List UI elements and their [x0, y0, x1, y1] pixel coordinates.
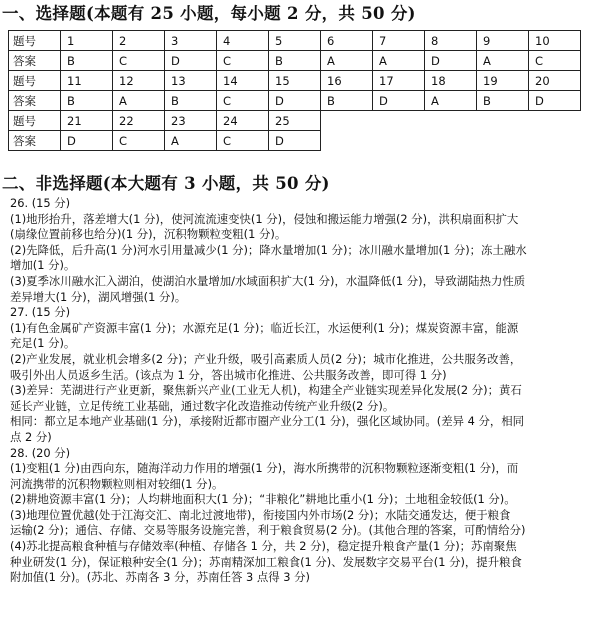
answer-cell: D	[165, 51, 217, 71]
text-line: 吸引外出人员返乡生活。(该点为 1 分，答出城市化推进、公共服务改善，即可得 1 分)	[10, 367, 447, 382]
answer-cell: C	[217, 131, 269, 151]
q26-heading: 26. (15 分)	[10, 196, 71, 210]
text-line: 河流携带的沉积物颗粒则相对较细(1 分)。	[10, 476, 224, 491]
num-cell: 12	[113, 71, 165, 91]
table-row	[9, 91, 581, 111]
num-cell: 25	[269, 111, 321, 131]
answer-cell: B	[321, 91, 373, 111]
text-line: 差异增大(1 分)，湖风增强(1 分)。	[10, 289, 187, 304]
answer-cell: C	[217, 51, 269, 71]
table-row	[9, 71, 581, 91]
num-cell: 11	[61, 71, 113, 91]
text-line: 增加(1 分)。	[10, 258, 76, 273]
text-line: (4)苏北提高粮食种植与存储效率(种植、存储各 1 分，共 2 分)，稳定提升粮食产量(1 分)；苏南聚焦	[10, 539, 517, 554]
answer-cell: C	[529, 51, 581, 71]
num-cell: 18	[425, 71, 477, 91]
table-row	[9, 31, 581, 51]
num-cell: 8	[425, 31, 477, 51]
text-line: 点 2 分)	[10, 429, 52, 444]
answer-cell: A	[373, 51, 425, 71]
num-cell: 9	[477, 31, 529, 51]
text-line: (3)夏季冰川融水汇入湖泊，使湖泊水量增加/水域面积扩大(1 分)，水温降低(1 分)，导致湖陆热力性质	[10, 273, 526, 288]
text-line: 相同：都立足本地产业基础(1 分)，承接附近都市圈产业分工(1 分)，强化区域协同。(差异 4 分，相同	[10, 414, 525, 429]
num-cell: 19	[477, 71, 529, 91]
label-cell: 答案	[9, 51, 61, 71]
answer-cell: B	[269, 51, 321, 71]
label-cell: 答案	[9, 131, 61, 151]
label-cell: 答案	[9, 91, 61, 111]
answer-table	[8, 30, 581, 151]
num-cell: 16	[321, 71, 373, 91]
answer-cell: C	[113, 131, 165, 151]
label-cell: 题号	[9, 71, 61, 91]
label-cell: 题号	[9, 111, 61, 131]
text-line: (1)有色金属矿产资源丰富(1 分)；水源充足(1 分)；临近长江，水运便利(1 分)；煤炭资源丰富，能源	[10, 320, 519, 335]
answer-cell: D	[61, 131, 113, 151]
answer-cell: A	[477, 51, 529, 71]
num-cell: 1	[61, 31, 113, 51]
text-line: (2)先降低，后升高(1 分)河水引用量减少(1 分)；降水量增加(1 分)；冰川融水量增加(1 分)；冻土融水	[10, 242, 527, 257]
num-cell: 14	[217, 71, 269, 91]
num-cell: 10	[529, 31, 581, 51]
num-cell: 2	[113, 31, 165, 51]
answer-cell: A	[165, 131, 217, 151]
num-cell: 20	[529, 71, 581, 91]
empty-cell	[321, 111, 581, 131]
table-row	[9, 131, 581, 151]
text-line: 附加值(1 分)。(苏北、苏南各 3 分，苏南任答 3 点得 3 分)	[10, 570, 310, 585]
answer-cell: A	[113, 91, 165, 111]
text-line: (1)地形抬升，落差增大(1 分)，使河流流速变快(1 分)，侵蚀和搬运能力增强(2 分)，洪积扇面积扩大	[10, 211, 519, 226]
answer-cell: D	[529, 91, 581, 111]
answer-cell: C	[113, 51, 165, 71]
num-cell: 24	[217, 111, 269, 131]
answer-cell: D	[373, 91, 425, 111]
answer-cell: D	[269, 131, 321, 151]
text-line: (1)变粗(1 分)由西向东，随海洋动力作用的增强(1 分)，海水所携带的沉积物颗粒逐渐变粗(1 分)，而	[10, 461, 519, 476]
q27-heading: 27. (15 分)	[10, 305, 71, 320]
answer-cell: B	[165, 91, 217, 111]
text-line: 种业研发(1 分)，保证粮种安全(1 分)；苏南精深加工粮食(1 分)、发展数字交易平台(1 分)，提升粮食	[10, 554, 522, 569]
num-cell: 7	[373, 31, 425, 51]
text-line: (2)耕地资源丰富(1 分)；人均耕地面积大(1 分)；“非粮化”耕地比重小(1 分)；土地租金较低(1 分)。	[10, 492, 516, 507]
text-line: (扇缘位置前移也给分)(1 分)，沉积物颗粒变粗(1 分)。	[10, 227, 287, 242]
section1-title: 一、选择题(本题有 25 小题，每小题 2 分，共 50 分)	[2, 4, 416, 23]
text-line: (3)地理位置优越(处于江海交汇、南北过渡地带)，衔接国内外市场(2 分)；水陆交通发达，便于粮食	[10, 507, 511, 522]
q28-heading: 28. (20 分)	[10, 445, 71, 460]
num-cell: 15	[269, 71, 321, 91]
answer-cell: A	[321, 51, 373, 71]
num-cell: 3	[165, 31, 217, 51]
num-cell: 21	[61, 111, 113, 131]
text-line: (2)产业发展，就业机会增多(2 分)；产业升级，吸引高素质人员(2 分)；城市化推进，公共服务改善，	[10, 351, 522, 366]
label-cell: 题号	[9, 31, 61, 51]
num-cell: 22	[113, 111, 165, 131]
text-line: 运输(2 分)；通信、存储、交易等服务设施完善，利于粮食贸易(2 分)。(其他合理的答案，可酌情给分)	[10, 523, 526, 538]
section2-title: 二、非选择题(本大题有 3 小题，共 50 分)	[2, 174, 330, 193]
answer-cell: B	[477, 91, 529, 111]
num-cell: 6	[321, 31, 373, 51]
num-cell: 13	[165, 71, 217, 91]
answer-cell: A	[425, 91, 477, 111]
text-line: 延长产业链，立足传统工业基础，通过数字化改造推动传统产业升级(2 分)。	[10, 398, 395, 413]
empty-cell	[321, 131, 581, 151]
num-cell: 4	[217, 31, 269, 51]
num-cell: 5	[269, 31, 321, 51]
answer-cell: D	[269, 91, 321, 111]
num-cell: 23	[165, 111, 217, 131]
answer-text	[10, 196, 595, 586]
answer-cell: C	[217, 91, 269, 111]
answer-cell: D	[425, 51, 477, 71]
answer-cell: B	[61, 51, 113, 71]
text-line: 充足(1 分)。	[10, 336, 76, 351]
text-line: (3)差异：芜湖进行产业更新，聚焦新兴产业(工业无人机)，构建全产业链实现差异化发展(2 分)；黄石	[10, 383, 522, 398]
table-row	[9, 51, 581, 71]
answer-cell: B	[61, 91, 113, 111]
num-cell: 17	[373, 71, 425, 91]
table-row	[9, 111, 581, 131]
